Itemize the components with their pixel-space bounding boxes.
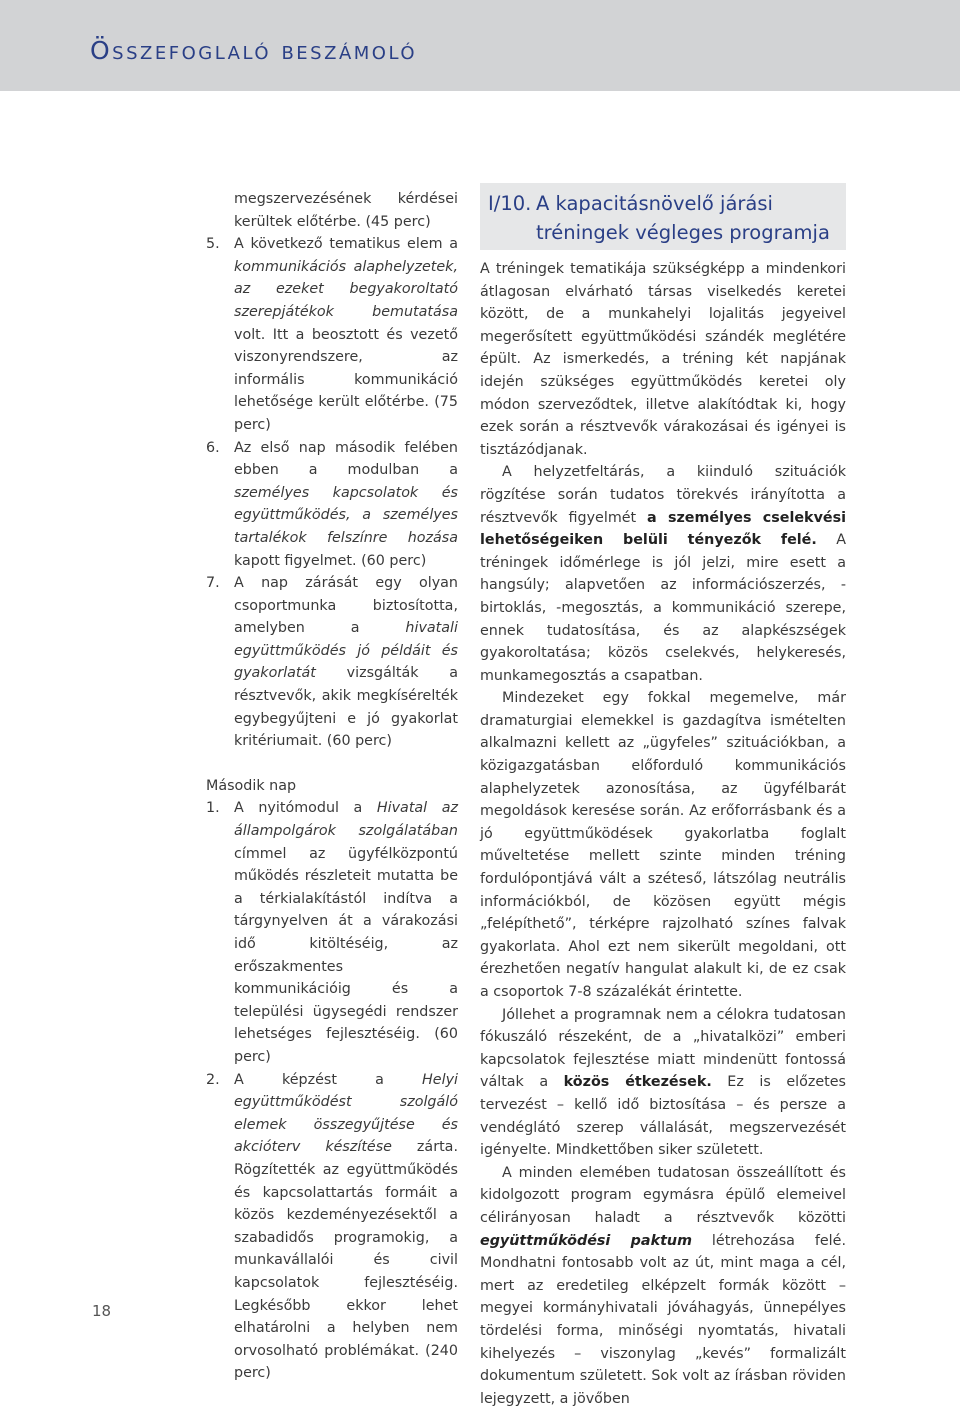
italic-phrase: kommunikációs alaphelyzetek, az ezeket begyakoroltató szerepjátékok bemutatása: [234, 258, 458, 320]
paragraph-3: Mindezeket egy fokkal megemelve, már dramaturgiai elemekkel is gazdagítva ismételten alkalmazni kellett az „ügyfeles” szituációkban, a közigazgatásban előforduló kommunikációs alaphelyzetek azonosítása, az ügyfélbarát megoldások keresése során. Az erőforrásbank és a jó együttműködések gyakorlatba foglalt műveltetése mellett szinte minden tréning fordulópontjává vált a széteső, látszólag neutrális információkból, de közösen együtt mégis „felépíthető”, térképre rajzolható színes falvak gyakorlata. Ahol ezt nem sikerült megoldani, ott érezhetően negatív hangulat alakult ki, de ez csak a csoportok 7-8 százalékát érintette.: [480, 690, 846, 1000]
list-item-6: 6. Az első nap második felében ebben a modulban a személyes kapcsolatok és együttműködés, a személyes tartalékok felszínre hozása kapott figyelmet. (60 perc): [206, 437, 458, 573]
section-title-line-1: A kapacitásnövelő járási: [536, 192, 773, 215]
bold-phrase: a személyes cselekvési lehetőségeiken belüli tényezők felé.: [480, 509, 846, 549]
section-number: I/10.: [488, 192, 532, 215]
header-band: [0, 0, 960, 91]
italic-phrase: Helyi együttműködést szolgáló elemek összegyűjtése és akcióterv készítése: [234, 1071, 458, 1156]
list-number: 5.: [206, 236, 220, 253]
section-title-line-2: tréningek végleges programja: [536, 221, 830, 244]
list-number: 2.: [206, 1071, 220, 1088]
day2-list-item-1: 1. A nyitómodul a Hivatal az állampolgárok szolgálatában címmel az ügyfélközpontú működés részleteit mutatta be a térkialakítástól indítva a tárgynyelven át a várakozási idő kitöltéséig, az erőszakmentes kommunikációig és a települési ügysegédi rendszer lehetséges fejlesztéséig. (60 perc): [206, 797, 458, 1068]
day2-title: Második nap: [206, 777, 297, 794]
list-item-4-continuation: megszervezésének kérdései kerültek előtérbe. (45 perc): [234, 191, 458, 230]
section-heading: [480, 183, 846, 250]
italic-phrase: hivatali együttműködés jó példáit és gyakorlatát: [234, 620, 458, 682]
bold-italic-phrase: együttműködési paktum: [480, 1232, 692, 1249]
bold-phrase: közös étkezések.: [563, 1074, 712, 1091]
paragraph-2: A helyzetfeltárás, a kiinduló szituációk rögzítése során tudatos törekvés irányította a résztvevők figyelmét a személyes cselekvési lehetőségeiken belüli tényezők felé. A tréningek időmérlege is jól jelzi, mire esett a hangsúly; alapvetően az információszerzés, -birtoklás, -megosztás, a kommunikáció szerepe, ennek tudatosítása, és az alapkészségek gyakoroltatása; közös cselekvés, helykeresés, munkamegosztás a csapatban.: [480, 464, 846, 684]
page-number: 18: [92, 1302, 112, 1320]
italic-phrase: személyes kapcsolatok és együttműködés, a személyes tartalékok felszínre hozása: [234, 484, 458, 546]
paragraph-4: Jóllehet a programnak nem a célokra tudatosan fókuszáló részeként, de a „hivatalközi” emberi kapcsolatok fejlesztése miatt mindenütt fontossá váltak a közös étkezések. Ez is előzetes tervezést – kellő idő biztosítása – és persze a vendéglátó szerep vállalását, megszervezését igényelte. Mindkettőben siker született.: [480, 1006, 846, 1159]
list-number: 7.: [206, 575, 220, 592]
paragraph-1: A tréningek tematikája szükségképp a mindenkori átlagosan elvárható társas viselkedés keretei között, de a munkahelyi lojalitás jegyeivel megerősített együttműködési szándék meglétére épült. Az ismerkedés, a tréning két napjának idején szükséges együttműködés keretei oly módon szerveződtek, illetve alakítódtak ki, hogy ezek során a résztvevők várakozásai és igényei is tisztázódjanak.: [480, 261, 846, 458]
italic-phrase: Hivatal az állampolgárok szolgálatában: [234, 800, 458, 840]
list-item-7: 7. A nap zárását egy olyan csoportmunka biztosította, amelyben a hivatali együttműködés jó példáit és gyakorlatát vizsgálták a résztvevők, akik megkísérelték egybegyűjteni e jó gyakorlat kritériumait. (60 perc): [206, 572, 458, 753]
day2-list-item-2: 2. A képzést a Helyi együttműködést szolgáló elemek összegyűjtése és akcióterv készítése zárta. Rögzítették az együttműködés és kapcsolattartás formáit a közös kezdeményezésektől a szabadidős programokig, a munkavállalói és civil kapcsolatok fejlesztéséig. Legkésőbb ekkor lehet elhatárolni a helyben nem orvosolható problémákat. (240 perc): [206, 1069, 458, 1385]
paragraph-5: A minden elemében tudatosan összeállított és kidolgozott program egymásra épülő elemeivel célirányosan haladt a résztvevők közötti együttműködési paktum létrehozása felé. Mondhatni fontosabb volt az út, mint maga a cél, mert az eredetileg elképzelt formák között – megyei kormányhivatali jóváhagyás, ünnepélyes tördelési forma, minőségi nyomtatás, hivatali kihelyezés – viszonylag „kevés” formalizált dokumentum született. Sok volt az írásban röviden lejegyzett, a jövőben: [480, 1164, 846, 1407]
list-item-5: 5. A következő tematikus elem a kommunikációs alaphelyzetek, az ezeket begyakoroltató szerepjátékok bemutatása volt. Itt a beosztott és vezető viszonyrendszere, az informális kommunikáció lehetősége került előtérbe. (75 perc): [206, 233, 458, 436]
page-title: Összefoglaló beszámoló: [90, 36, 418, 65]
list-number: 1.: [206, 800, 220, 817]
list-number: 6.: [206, 439, 220, 456]
right-column: [480, 258, 846, 1410]
left-column: [206, 188, 458, 1385]
